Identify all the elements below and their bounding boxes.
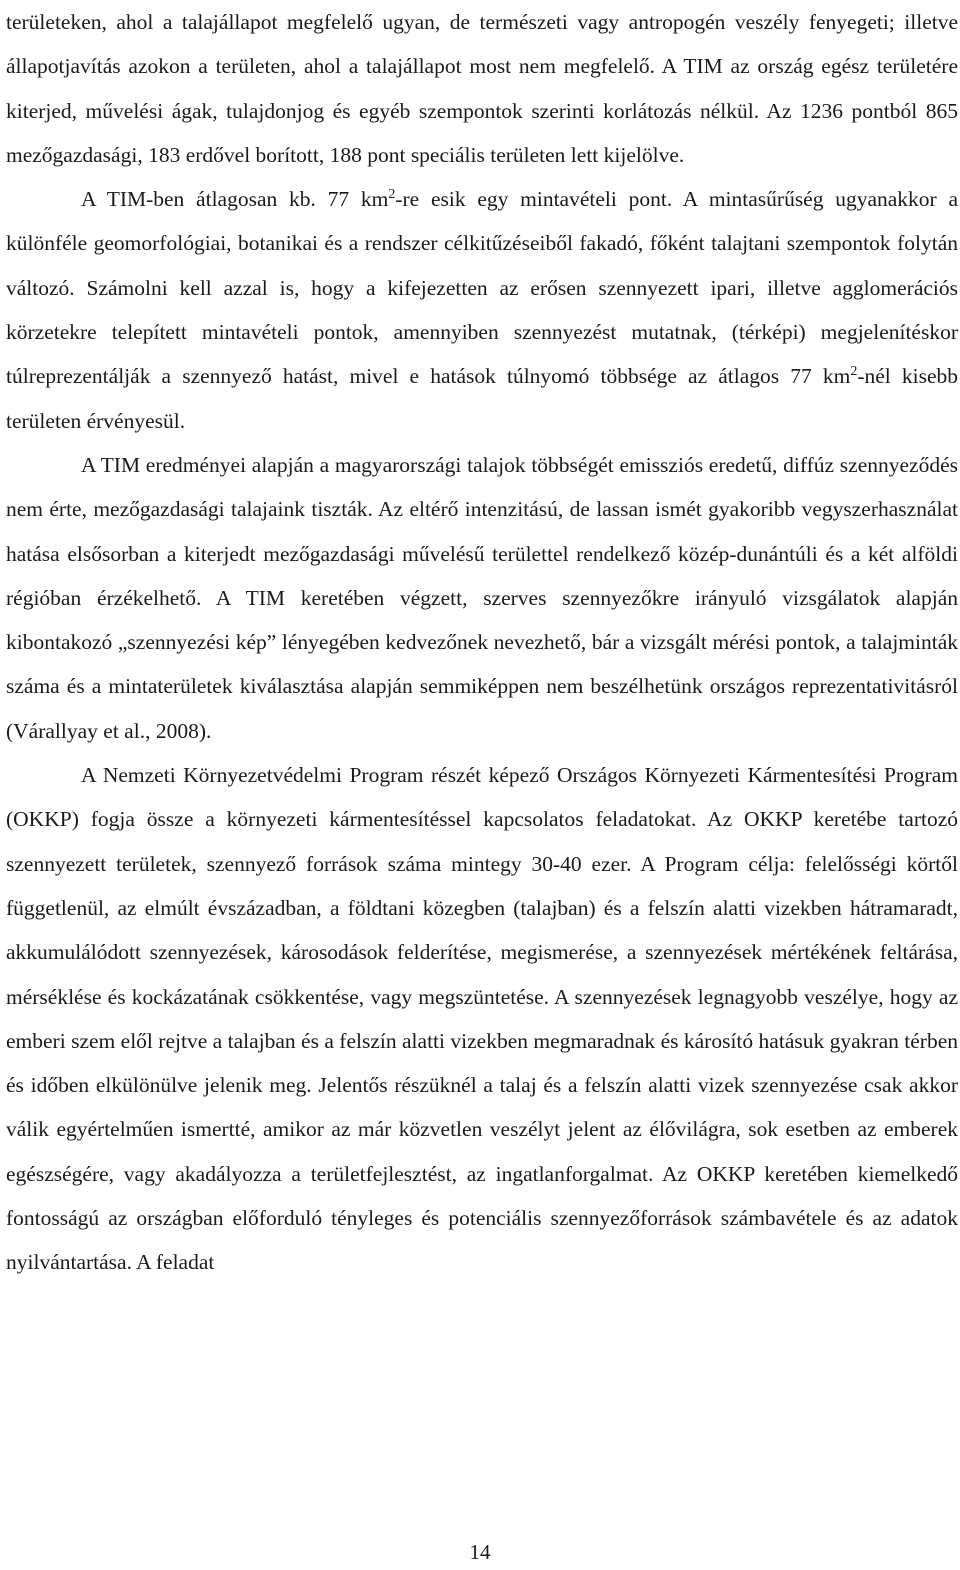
paragraph-3: A TIM eredményei alapján a magyarországi talajok többségét emissziós eredetű, diffúz szennyeződés nem érte, mezőgazdasági talajaink tiszták. Az eltérő intenzitású, de lassan ismét gyakoribb vegyszerhasználat hatása elsősorban a kiterjedt mezőgazdasági művelésű területtel rendelkező közép-dunántúli és a két alföldi régióban érzékelhető. A TIM keretében végzett, szerves szennyezőkre irányuló vizsgálatok alapján kibontakozó „szennyezési kép” lényegében kedvezőnek nevezhető, bár a vizsgált mérési pontok, a talajminták száma és a mintaterületek kiválasztása alapján semmiképpen nem beszélhetünk országos reprezentativitásról (Várallyay et al., 2008). <box>6 452 958 743</box>
paragraph-1: területeken, ahol a talajállapot megfelelő ugyan, de természeti vagy antropogén veszély fenyegeti; illetve állapotjavítás azokon a területen, ahol a talajállapot most nem megfelelő. A TIM az ország egész területére kiterjed, művelési ágak, tulajdonjog és egyéb szempontok szerinti korlátozás nélkül. Az 1236 pontból 865 mezőgazdasági, 183 erdővel borított, 188 pont speciális területen lett kijelölve. <box>6 10 958 167</box>
superscript-square-2: 2 <box>850 364 858 380</box>
paragraph-2 <box>6 177 958 443</box>
paragraph-2-part-a: A TIM-ben átlagosan kb. 77 km <box>81 187 389 212</box>
superscript-square-1: 2 <box>388 187 396 203</box>
body-text <box>6 0 958 1285</box>
page-number: 14 <box>469 1540 491 1564</box>
paragraph-2-part-b: -re esik egy mintavételi pont. A mintasűrűség ugyanakkor a különféle geomorfológiai, botanikai és a rendszer célkitűzéseiből fakadó, főként talajtani szempontok folytán változó. Számolni kell azzal is, hogy a kifejezetten az erősen szennyezett ipari, illetve agglomerációs körzetekre telepített mintavételi pontok, amennyiben szennyezést mutatnak, (térképi) megjelenítéskor túlreprezentálják a szennyező hatást, mivel e hatások túlnyomó többsége az átlagos 77 km <box>6 187 959 389</box>
paragraph-4: A Nemzeti Környezetvédelmi Program részét képező Országos Környezeti Kármentesítési Program (OKKP) fogja össze a környezeti kármentesítéssel kapcsolatos feladatokat. Az OKKP keretébe tartozó szennyezett területek, szennyező források száma mintegy 30-40 ezer. A Program célja: felelősségi körtől függetlenül, az elmúlt évszázadban, a földtani közegben (talajban) és a felszín alatti vizekben hátramaradt, akkumulálódott szennyezések, károsodások felderítése, megismerése, a szennyezések mértékének feltárása, mérséklése és kockázatának csökkentése, vagy megszüntetése. A szennyezések legnagyobb veszélye, hogy az emberi szem elől rejtve a talajban és a felszín alatti vizekben megmaradnak és károsító hatásuk gyakran térben és időben elkülönülve jelenik meg. Jelentős részüknél a talaj és a felszín alatti vizek szennyezése csak akkor válik egyértelműen ismertté, amikor az már közvetlen veszélyt jelent az élővilágra, sok esetben az emberek egészségére, vagy akadályozza a területfejlesztést, az ingatlanforgalmat. Az OKKP keretében kiemelkedő fontosságú az országban előforduló tényleges és potenciális szennyezőforrások számbavétele és az adatok nyilvántartása. A feladat <box>6 763 958 1275</box>
paragraph-2-part-c: -nél kisebb területen érvényesül. <box>6 364 958 433</box>
